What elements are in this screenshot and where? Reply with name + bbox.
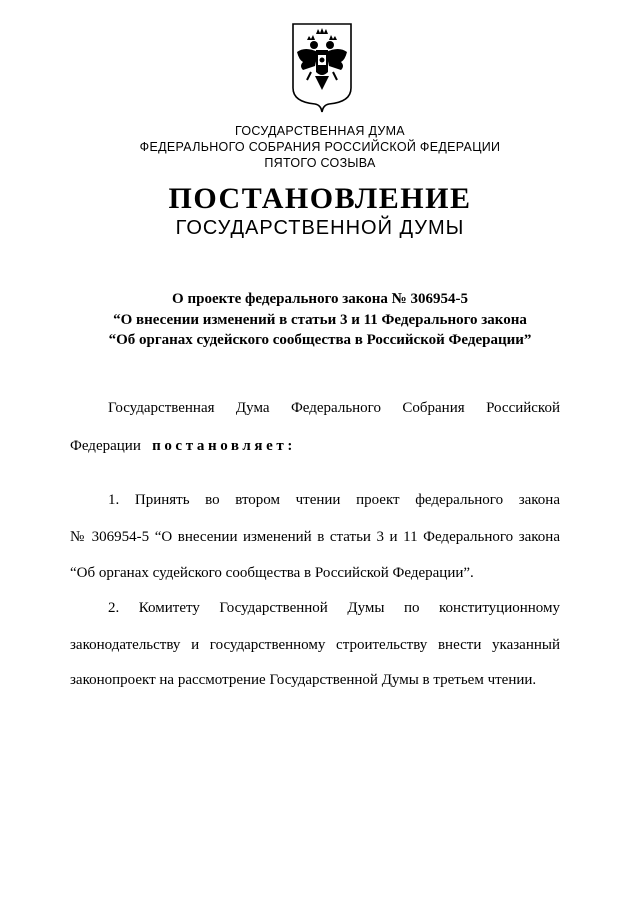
paragraph-2-line-3: законопроект на рассмотрение Государственной Думы в третьем чтении. (70, 672, 537, 688)
intro-line-2-prefix: Федерации (70, 438, 141, 454)
header-duma-name: ГОСУДАРСТВЕННАЯ ДУМА (235, 124, 405, 138)
header-federal-assembly: ФЕДЕРАЛЬНОГО СОБРАНИЯ РОССИЙСКОЙ ФЕДЕРАЦИИ (139, 140, 501, 154)
header-convocation: ПЯТОГО СОЗЫВА (264, 156, 376, 170)
subject-line-1: О проекте федерального закона № 306954-5 (172, 291, 468, 307)
intro-line-1: Государственная Дума Федерального Собрания Российской (108, 400, 560, 416)
document-subtitle: ГОСУДАРСТВЕННОЙ ДУМЫ (175, 217, 465, 239)
paragraph-1-line-1: 1. Принять во втором чтении проект федерального закона (108, 492, 560, 508)
russian-coat-of-arms-icon (289, 22, 355, 114)
paragraph-2-line-1: 2. Комитету Государственной Думы по конституционному (108, 600, 560, 616)
paragraph-1-line-3: “Об органах судейского сообщества в Российской Федерации”. (70, 565, 474, 581)
paragraph-1-line-2: № 306954-5 “О внесении изменений в статьи 3 и 11 Федерального закона (70, 529, 560, 545)
subject-line-2: “О внесении изменений в статьи 3 и 11 Федерального закона (113, 312, 527, 328)
paragraph-2-line-2: законодательству и государственному строительству внести указанный (70, 637, 560, 653)
document-title: ПОСТАНОВЛЕНИЕ (168, 182, 472, 215)
decree-word: постановляет: (152, 438, 296, 454)
intro-line-2 (70, 436, 560, 456)
subject-line-3: “Об органах судейского сообщества в Российской Федерации” (108, 332, 532, 348)
